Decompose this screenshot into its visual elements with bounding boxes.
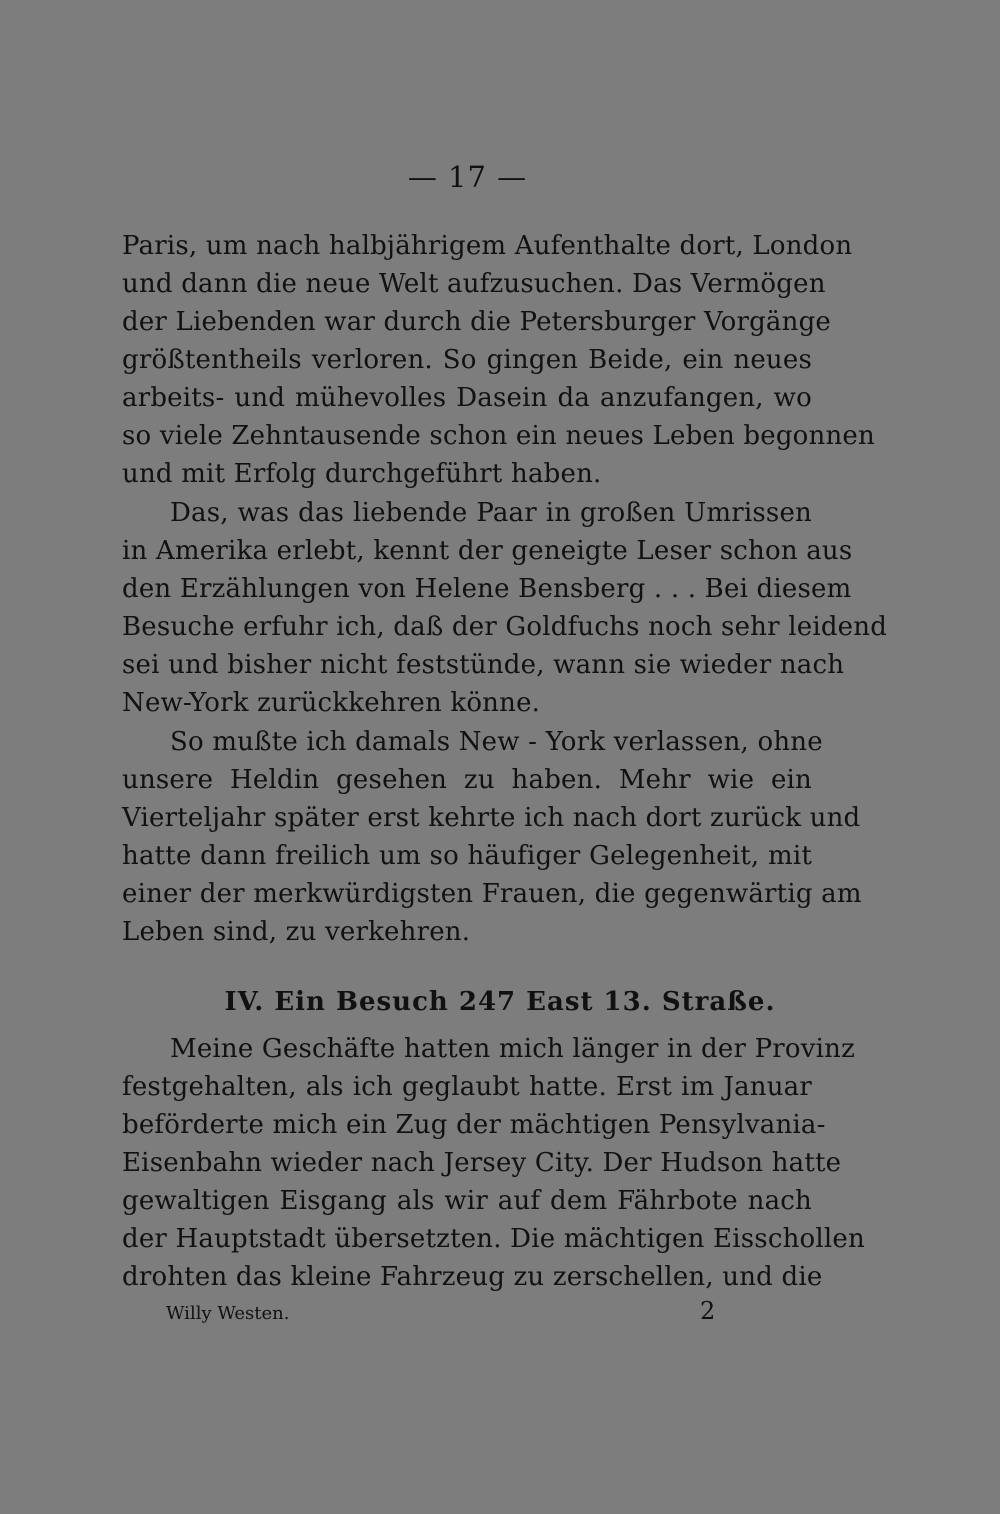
section-heading: IV. Ein Besuch 247 East 13. Straße.	[224, 987, 776, 1017]
text-line: Leben sind, zu verkehren.	[122, 917, 471, 947]
text-line: beförderte mich ein Zug der mächtigen Pensylvania-	[122, 1110, 826, 1140]
text-line: Meine Geschäfte hatten mich länger in der Provinz	[170, 1034, 855, 1064]
text-line: Eisenbahn wieder nach Jersey City. Der Hudson hatte	[122, 1148, 842, 1178]
footer-signature-mark: 2	[700, 1297, 716, 1325]
text-line: der Hauptstadt übersetzten. Die mächtigen Eisschollen	[122, 1224, 865, 1254]
text-line: festgehalten, als ich geglaubt hatte. Erst im Januar	[122, 1072, 812, 1102]
text-line: den Erzählungen von Helene Bensberg . . . Bei diesem	[122, 574, 852, 604]
text-line: und dann die neue Welt aufzusuchen. Das Vermögen	[122, 269, 826, 299]
text-line: drohten das kleine Fahrzeug zu zerschellen, und die	[122, 1262, 823, 1292]
text-line: in Amerika erlebt, kennt der geneigte Leser schon aus	[122, 536, 853, 566]
text-line: Das, was das liebende Paar in großen Umrissen	[170, 498, 812, 528]
text-line: Vierteljahr später erst kehrte ich nach dort zurück und	[122, 803, 861, 833]
text-line: sei und bisher nicht feststünde, wann sie wieder nach	[122, 650, 845, 680]
text-line: und mit Erfolg durchgeführt haben.	[122, 459, 602, 489]
text-line: So mußte ich damals New - York verlassen, ohne	[170, 727, 823, 757]
text-line: hatte dann freilich um so häufiger Gelegenheit, mit	[122, 841, 812, 871]
paragraph-4	[122, 1030, 865, 1296]
text-line: arbeits- und mühevolles Dasein da anzufangen, wo	[122, 383, 812, 413]
paragraph-2	[122, 494, 888, 722]
text-line: größtentheils verloren. So gingen Beide, ein neues	[122, 345, 812, 375]
text-line: New-York zurückkehren könne.	[122, 688, 541, 718]
page-number: — 17 —	[407, 160, 528, 194]
paragraph-3	[122, 723, 862, 951]
text-line: Paris, um nach halbjährigem Aufenthalte dort, London	[122, 231, 853, 261]
footer-author: Willy Westen.	[166, 1303, 290, 1324]
text-line: einer der merkwürdigsten Frauen, die gegenwärtig am	[122, 879, 862, 909]
text-line: unsere Heldin gesehen zu haben. Mehr wie ein	[122, 765, 812, 795]
text-line: Besuche erfuhr ich, daß der Goldfuchs noch sehr leidend	[122, 612, 888, 642]
paragraph-1	[122, 227, 875, 493]
text-line: der Liebenden war durch die Petersburger Vorgänge	[122, 307, 832, 337]
text-line: gewaltigen Eisgang als wir auf dem Fährbote nach	[122, 1186, 812, 1216]
text-line: so viele Zehntausende schon ein neues Leben begonnen	[122, 421, 875, 451]
